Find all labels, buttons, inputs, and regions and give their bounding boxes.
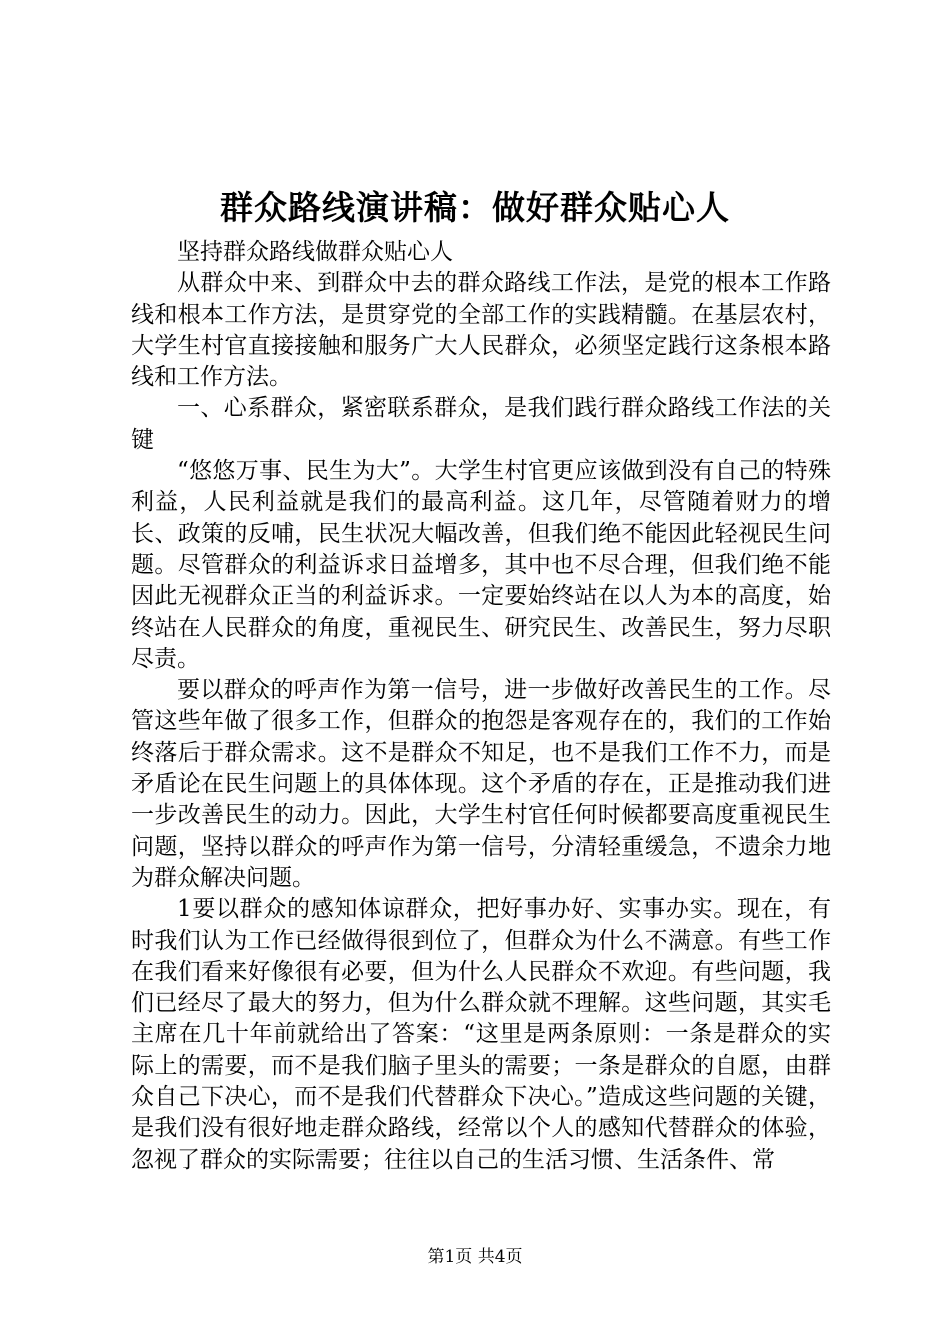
paragraph: 从群众中来、到群众中去的群众路线工作法，是党的根本工作路线和根本工作方法，是贯穿党的全部工作的实践精髓。在基层农村，大学生村官直接接触和服务广大人民群众，必须坚定践行这条根本路线和工作方法。 <box>131 270 831 391</box>
section-heading: 一、心系群众，紧密联系群众，是我们践行群众路线工作法的关键 <box>131 395 831 453</box>
page-number-footer: 第1页 共4页 <box>427 1247 523 1267</box>
paragraph: “悠悠万事、民生为大”。大学生村官更应该做到没有自己的特殊利益，人民利益就是我们的最高利益。这几年，尽管随着财力的增长、政策的反哺，民生状况大幅改善，但我们绝不能因此轻视民生问题。尽管群众的利益诉求日益增多，其中也不尽合理，但我们绝不能因此无视群众正当的利益诉求。一定要始终站在以人为本的高度，始终站在人民群众的角度，重视民生、研究民生、改善民生，努力尽职尽责。 <box>131 458 831 672</box>
paragraph-subtitle: 坚持群众路线做群众贴心人 <box>177 239 453 265</box>
document-title: 群众路线演讲稿：做好群众贴心人 <box>220 188 730 227</box>
document-body <box>131 237 831 1176</box>
paragraph: 要以群众的呼声作为第一信号，进一步做好改善民生的工作。尽管这些年做了很多工作，但群众的抱怨是客观存在的，我们的工作始终落后于群众需求。这不是群众不知足，也不是我们工作不力，而是矛盾论在民生问题上的具体体现。这个矛盾的存在，正是推动我们进一步改善民生的动力。因此，大学生村官任何时候都要高度重视民生问题，坚持以群众的呼声作为第一信号，分清轻重缓急，不遗余力地为群众解决问题。 <box>131 677 831 891</box>
paragraph: 1要以群众的感知体谅群众，把好事办好、实事办实。现在，有时我们认为工作已经做得很到位了，但群众为什么不满意。有些工作在我们看来好像很有必要，但为什么人民群众不欢迎。有些问题，我们已经尽了最大的努力，但为什么群众就不理解。这些问题，其实毛主席在几十年前就给出了答案：“这里是两条原则：一条是群众的实际上的需要，而不是我们脑子里头的需要；一条是群众的自愿，由群众自己下决心，而不是我们代替群众下决心。”造成这些问题的关键，是我们没有很好地走群众路线，经常以个人的感知代替群众的体验，忽视了群众的实际需要；往往以自己的生活习惯、生活条件、常 <box>131 896 831 1173</box>
